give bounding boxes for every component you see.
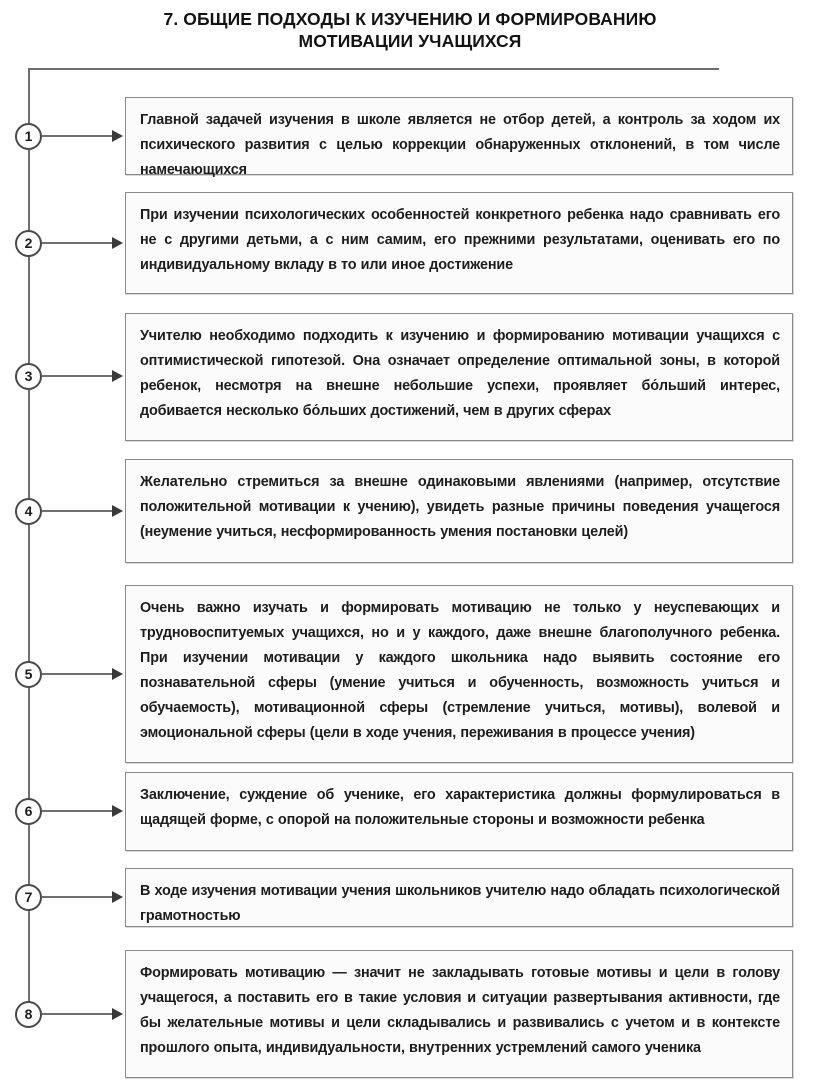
flow-node-number-5[interactable]: 5 bbox=[15, 661, 42, 688]
flow-text-2: При изучении психологических особенностей конкретного ребенка надо сравнивать его не с другими детьми, а с ним самим, его прежними результатами, оценивать его по индивидуальному вкладу в то или иное достижение bbox=[140, 207, 780, 273]
flow-text-7: В ходе изучения мотивации учения школьников учителю надо обладать психологической грамотностью bbox=[140, 883, 780, 924]
flow-row-8 bbox=[0, 950, 816, 1078]
flow-text-6: Заключение, суждение об ученике, его характеристика должны формулироваться в щадящей форме, с опорой на положительные стороны и возможности ребенка bbox=[140, 787, 780, 828]
flow-text-1: Главной задачей изучения в школе является не отбор детей, а контроль за ходом их психического развития с целью коррекции обнаруженных отклонений, в том числе намечающихся bbox=[140, 112, 780, 178]
flow-node-number-8[interactable]: 8 bbox=[15, 1001, 42, 1028]
flow-text-box-8 bbox=[125, 950, 793, 1078]
arrow-right-icon bbox=[112, 130, 123, 142]
page-title-line-2: МОТИВАЦИИ УЧАЩИХСЯ bbox=[298, 31, 522, 51]
arrow-right-icon bbox=[112, 505, 123, 517]
arrow-right-icon bbox=[112, 370, 123, 382]
flow-connector-7 bbox=[42, 896, 116, 898]
flow-row-3 bbox=[0, 313, 816, 441]
flow-connector-8 bbox=[42, 1013, 116, 1015]
arrow-right-icon bbox=[112, 237, 123, 249]
page-title bbox=[60, 8, 760, 52]
flow-node-number-4[interactable]: 4 bbox=[15, 498, 42, 525]
flow-connector-6 bbox=[42, 810, 116, 812]
flow-text-box-7 bbox=[125, 868, 793, 927]
flow-node-number-3[interactable]: 3 bbox=[15, 363, 42, 390]
flow-node-number-7[interactable]: 7 bbox=[15, 884, 42, 911]
flow-connector-2 bbox=[42, 242, 116, 244]
page-title-line-1: 7. ОБЩИЕ ПОДХОДЫ К ИЗУЧЕНИЮ И ФОРМИРОВАНИЮ bbox=[163, 9, 657, 29]
flow-connector-4 bbox=[42, 510, 116, 512]
flow-text-box-2 bbox=[125, 192, 793, 294]
flow-row-7 bbox=[0, 868, 816, 927]
arrow-right-icon bbox=[112, 1008, 123, 1020]
arrow-right-icon bbox=[112, 891, 123, 903]
flow-row-4 bbox=[0, 459, 816, 563]
flow-node-number-2[interactable]: 2 bbox=[15, 230, 42, 257]
flow-node-number-6[interactable]: 6 bbox=[15, 798, 42, 825]
flow-text-box-5 bbox=[125, 585, 793, 763]
flow-connector-1 bbox=[42, 135, 116, 137]
flow-text-8: Формировать мотивацию — значит не закладывать готовые мотивы и цели в голову учащегося, а поставить его в такие условия и ситуации развертывания активности, где бы желательные мотивы и цели складывались и развивались с учетом и в контексте прошлого опыта, индивидуальности, внутренних устремлений самого ученика bbox=[140, 965, 780, 1056]
flow-text-box-3 bbox=[125, 313, 793, 441]
flow-text-3: Учителю необходимо подходить к изучению и формированию мотивации учащихся с оптимистической гипотезой. Она означает определение оптимальной зоны, в которой ребенок, несмотря на внешне небольшие успехи, проявляет бо́льший интерес, добивается несколько бо́льших достижений, чем в других сферах bbox=[140, 328, 780, 419]
flow-rail-horizontal bbox=[28, 68, 719, 70]
flow-row-6 bbox=[0, 772, 816, 851]
flow-row-2 bbox=[0, 192, 816, 294]
flow-text-4: Желательно стремиться за внешне одинаковыми явлениями (например, отсутствие положительной мотивации к учению), увидеть разные причины поведения учащегося (неумение учиться, несформированность умения постановки целей) bbox=[140, 474, 780, 540]
flow-node-number-1[interactable]: 1 bbox=[15, 123, 42, 150]
flow-connector-5 bbox=[42, 673, 116, 675]
flow-text-box-6 bbox=[125, 772, 793, 851]
flow-text-box-1 bbox=[125, 97, 793, 178]
arrow-right-icon bbox=[112, 805, 123, 817]
flow-text-box-4 bbox=[125, 459, 793, 563]
flow-connector-3 bbox=[42, 375, 116, 377]
flow-row-1 bbox=[0, 97, 816, 178]
flow-text-5: Очень важно изучать и формировать мотивацию не только у неуспевающих и трудновоспитуемых учащихся, но и у каждого, даже внешне благополучного ребенка. При изучении мотивации у каждого школьника надо выявить состояние его познавательной сферы (умение учиться и обученность, возможность учиться и обучаемость), мотивационной сферы (стремление учиться, мотивы), волевой и эмоциональной сферы (цели в ходе учения, переживания в процессе учения) bbox=[140, 600, 780, 741]
flow-row-5 bbox=[0, 585, 816, 763]
arrow-right-icon bbox=[112, 668, 123, 680]
